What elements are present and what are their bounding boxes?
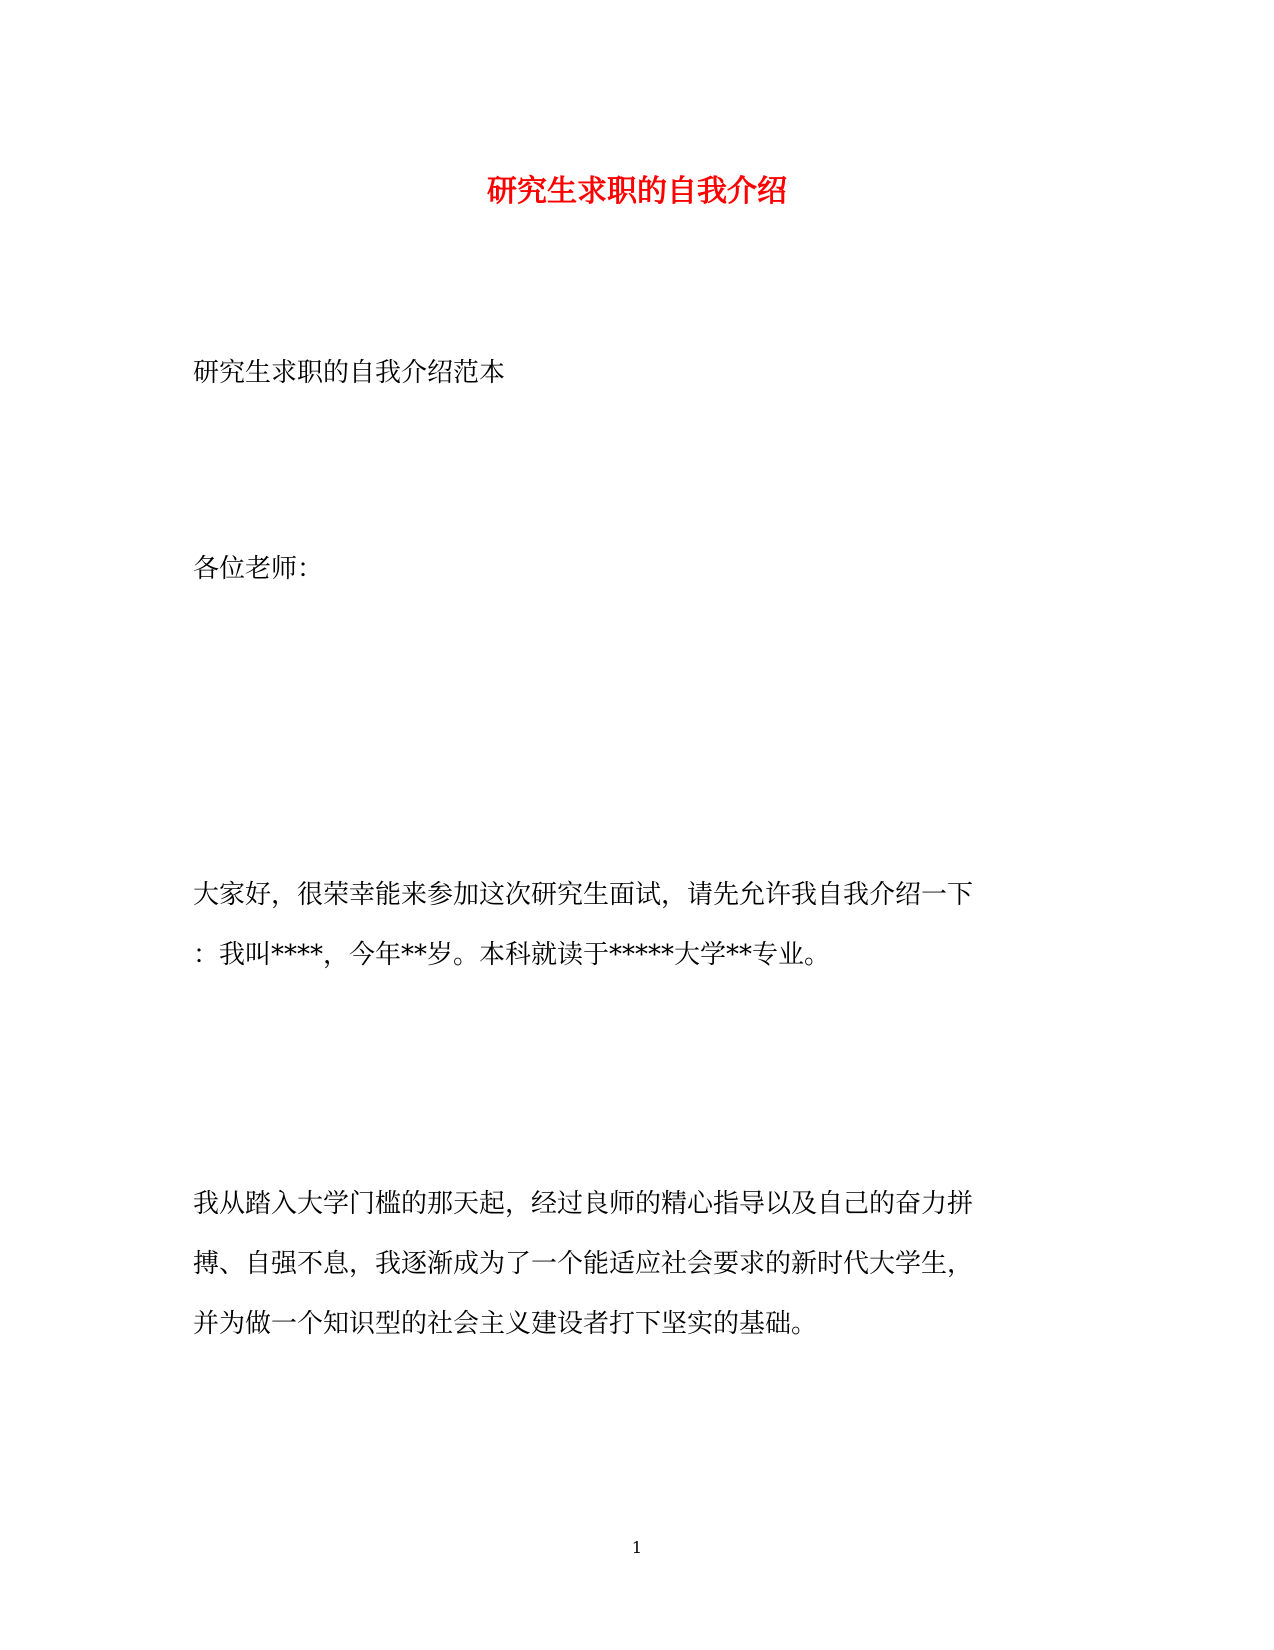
- subtitle-paragraph: 研究生求职的自我介绍范本: [193, 358, 506, 388]
- intro-paragraph: [193, 865, 1093, 985]
- intro-line: 大家好，很荣幸能来参加这次研究生面试，请先允许我自我介绍一下: [193, 880, 974, 910]
- body-line: 我从踏入大学门槛的那天起，经过良师的精心指导以及自己的奋力拼: [193, 1189, 974, 1219]
- intro-line: ：我叫****，今年**岁。本科就读于*****大学**专业。: [193, 940, 831, 970]
- body-paragraph: [193, 1174, 1093, 1354]
- body-line: 搏、自强不息，我逐渐成为了一个能适应社会要求的新时代大学生，: [193, 1249, 974, 1279]
- document-title: 研究生求职的自我介绍: [487, 174, 787, 209]
- greeting-paragraph: 各位老师：: [193, 554, 324, 584]
- page-number: 1: [631, 1538, 643, 1557]
- body-line: 并为做一个知识型的社会主义建设者打下坚实的基础。: [193, 1309, 818, 1339]
